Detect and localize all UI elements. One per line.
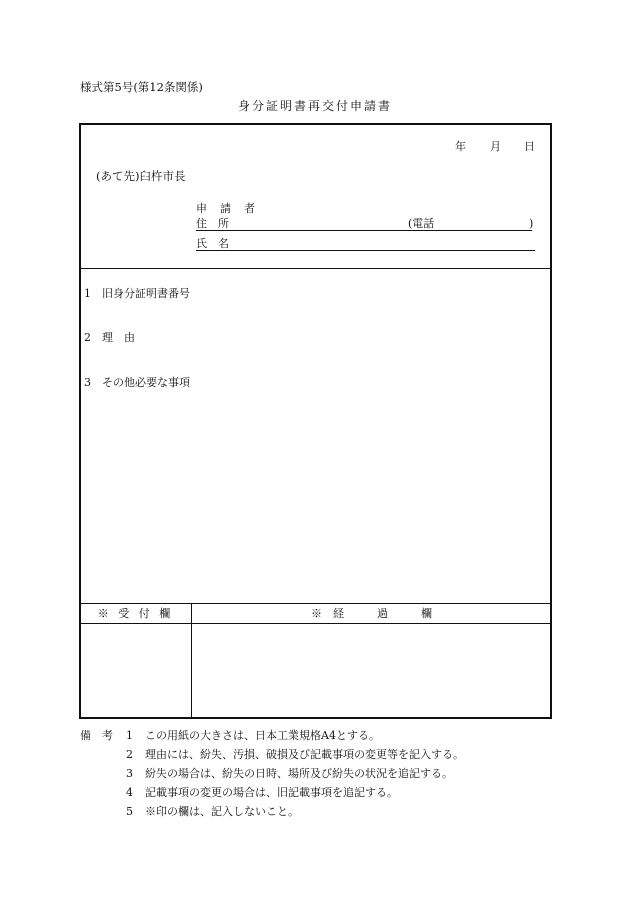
- note-number: 2: [126, 748, 133, 761]
- notes-label: 備 考: [80, 729, 113, 742]
- note-text: ※印の欄は、記入しないこと。: [145, 805, 299, 818]
- address-label: 住 所: [196, 217, 229, 230]
- item-3-label: その他必要な事項: [102, 376, 190, 389]
- date-month-label: 月: [490, 140, 501, 153]
- note-text: 紛失の場合は、紛失の日時、場所及び紛失の状況を追記する。: [145, 767, 453, 780]
- phone-close-paren: ): [529, 217, 534, 230]
- note-text: この用紙の大きさは、日本工業規格A4とする。: [145, 729, 380, 742]
- form-title: 身分証明書再交付申請書: [237, 99, 392, 113]
- item-2-number: 2: [84, 331, 91, 344]
- addressee: (あて先)臼杵市長: [96, 169, 186, 183]
- date-year-label: 年: [455, 140, 466, 153]
- applicant-heading: 申 請 者: [196, 202, 256, 215]
- item-3-number: 3: [84, 376, 91, 389]
- reception-column-header: ※ 受 付 欄: [97, 607, 174, 620]
- boxes-column-divider: [191, 603, 192, 718]
- note-number: 1: [126, 729, 133, 742]
- date-day-label: 日: [524, 140, 535, 153]
- name-underline: [196, 250, 535, 251]
- phone-label: (電話: [408, 217, 435, 230]
- address-underline: [196, 230, 532, 231]
- boxes-top-border: [80, 603, 551, 604]
- note-text: 理由には、紛失、汚損、破損及び記載事項の変更等を記入する。: [145, 748, 464, 761]
- note-number: 5: [126, 805, 133, 818]
- name-label: 氏 名: [196, 237, 229, 250]
- progress-column-header: ※ 経 過 欄: [311, 607, 432, 620]
- form-number: 様式第5号(第12条関係): [80, 80, 203, 94]
- item-1-number: 1: [84, 287, 91, 300]
- form-frame: [79, 123, 552, 719]
- section-divider: [80, 268, 551, 269]
- note-number: 3: [126, 767, 133, 780]
- item-2-label: 理 由: [102, 331, 135, 344]
- note-text: 記載事項の変更の場合は、旧記載事項を追記する。: [145, 786, 398, 799]
- item-1-label: 旧身分証明書番号: [102, 287, 190, 300]
- boxes-header-divider: [80, 623, 551, 624]
- note-number: 4: [126, 786, 133, 799]
